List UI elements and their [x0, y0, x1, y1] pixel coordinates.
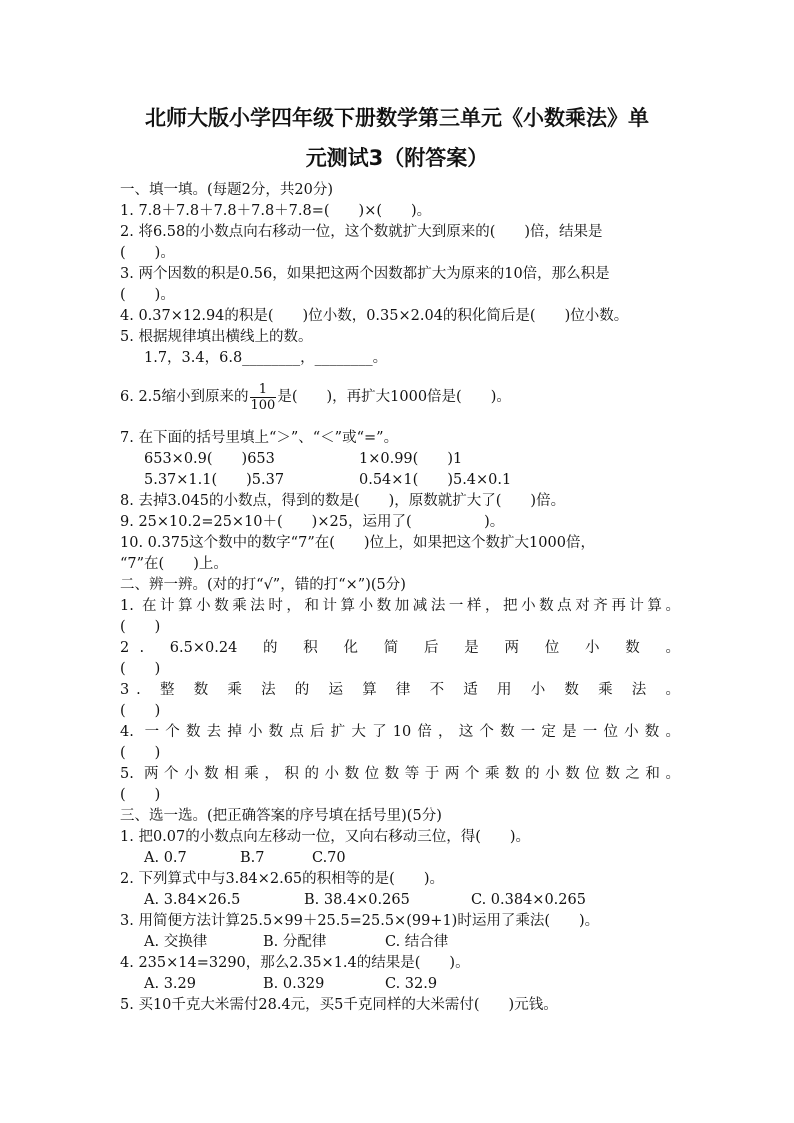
s3-q1-option-c: C.70 [312, 850, 346, 866]
fraction-denominator: 100 [250, 397, 276, 413]
page-title-line-1: 北师大版小学四年级下册数学第三单元《小数乘法》单 [145, 106, 649, 130]
s3-question-2: 2. 下列算式中与3.84×2.65的积相等的是( )。 [120, 871, 444, 887]
s3-q2-option-b: B. 38.4×0.265 [304, 892, 410, 908]
s3-q3-option-b: B. 分配律 [263, 934, 327, 950]
s1-question-2: 2. 将6.58的小数点向右移动一位，这个数就扩大到原来的( )倍，结果是 [120, 224, 603, 240]
s1-q7-r2-c1: 5.37×1.1( )5.37 [144, 472, 285, 488]
s1-question-5: 5. 根据规律填出横线上的数。 [120, 329, 313, 345]
s2-question-5-answer: ( ) [120, 787, 161, 803]
s3-question-4: 4. 235×14=3290，那么2.35×1.4的结果是( )。 [120, 955, 470, 971]
s2-question-2: 2 . 6.5×0.24 的 积 化 简 后 是 两 位 小 数 。 [120, 640, 680, 656]
s2-question-3: 3 . 整 数 乘 法 的 运 算 律 不 适 用 小 数 乘 法 。 [120, 682, 680, 698]
s1-question-7: 7. 在下面的括号里填上“＞”、“＜”或“=”。 [120, 430, 399, 446]
s1-q7-row-1 [144, 449, 704, 470]
s3-q2-option-c: C. 0.384×0.265 [471, 892, 586, 908]
s3-question-3: 3. 用简便方法计算25.5×99＋25.5=25.5×(99+1)时运用了乘法( )。 [120, 913, 600, 929]
s3-q2-options [144, 890, 704, 911]
page-title-line-2: 元测试3（附答案） [305, 146, 489, 170]
section-2-heading: 二、辨一辨。(对的打“√”，错的打“×”)(5分) [120, 577, 406, 593]
s1-q7-r1-c2: 1×0.99( )1 [359, 451, 463, 467]
s1-question-10: 10. 0.375这个数中的数字“7”在( )位上，如果把这个数扩大1000倍， [120, 535, 595, 551]
s2-question-4: 4. 一个数去掉小数点后扩大了10倍，这个数一定是一位小数。 [120, 724, 680, 740]
s3-q4-option-b: B. 0.329 [263, 976, 325, 992]
s3-q3-option-a: A. 交换律 [144, 934, 208, 950]
s3-q1-option-a: A. 0.7 [144, 850, 187, 866]
s1-question-6 [120, 380, 680, 414]
fraction-numerator: 1 [250, 382, 277, 398]
s1-question-10-cont: “7”在( )上。 [120, 556, 228, 572]
s1-question-2-cont: ( )。 [120, 245, 175, 261]
s1-question-9: 9. 25×10.2=25×10＋( )×25，运用了( )。 [120, 514, 505, 530]
s1-q7-r2-c2: 0.54×1( )5.4×0.1 [359, 472, 512, 488]
s1-q7-r1-c1: 653×0.9( )653 [144, 451, 275, 467]
s1-question-8: 8. 去掉3.045的小数点，得到的数是( )，原数就扩大了( )倍。 [120, 493, 566, 509]
s2-question-4-answer: ( ) [120, 745, 161, 761]
s3-q4-options [144, 974, 704, 995]
s1-question-1: 1. 7.8＋7.8＋7.8＋7.8＋7.8=( )×( )。 [120, 203, 432, 219]
s1-q6-prefix: 6. 2.5缩小到原来的 [120, 389, 249, 405]
s1-q7-row-2 [144, 470, 704, 491]
s1-question-3: 3. 两个因数的积是0.56，如果把这两个因数都扩大为原来的10倍，那么积是 [120, 266, 610, 282]
s3-q1-options [144, 848, 704, 869]
s3-q1-option-b: B.7 [240, 850, 265, 866]
s2-question-1-answer: ( ) [120, 619, 161, 635]
section-1-heading: 一、填一填。(每题2分，共20分) [120, 182, 333, 198]
s3-q3-option-c: C. 结合律 [385, 934, 449, 950]
s3-q4-option-a: A. 3.29 [144, 976, 196, 992]
s3-question-1: 1. 把0.07的小数点向左移动一位，又向右移动三位，得( )。 [120, 829, 531, 845]
s3-question-5: 5. 买10千克大米需付28.4元，买5千克同样的大米需付( )元钱。 [120, 997, 558, 1013]
s2-question-5: 5. 两个小数相乘，积的小数位数等于两个乘数的小数位数之和。 [120, 766, 680, 782]
s1-q6-suffix: 是( )，再扩大1000倍是( )。 [277, 389, 511, 405]
s1-question-3-cont: ( )。 [120, 287, 175, 303]
s2-question-3-answer: ( ) [120, 703, 161, 719]
s1-question-4: 4. 0.37×12.94的积是( )位小数，0.35×2.04的积化简后是( )位小数。 [120, 308, 629, 324]
s3-q2-option-a: A. 3.84×26.5 [144, 892, 241, 908]
s3-q4-option-c: C. 32.9 [385, 976, 438, 992]
s3-q3-options [144, 932, 704, 953]
fraction-one-hundredth [250, 382, 277, 413]
section-3-heading: 三、选一选。(把正确答案的序号填在括号里)(5分) [120, 808, 442, 824]
s2-question-1: 1. 在计算小数乘法时，和计算小数加减法一样，把小数点对齐再计算。 [120, 598, 680, 614]
s1-question-5-sequence: 1.7，3.4，6.8________，________。 [144, 350, 388, 366]
s2-question-2-answer: ( ) [120, 661, 161, 677]
